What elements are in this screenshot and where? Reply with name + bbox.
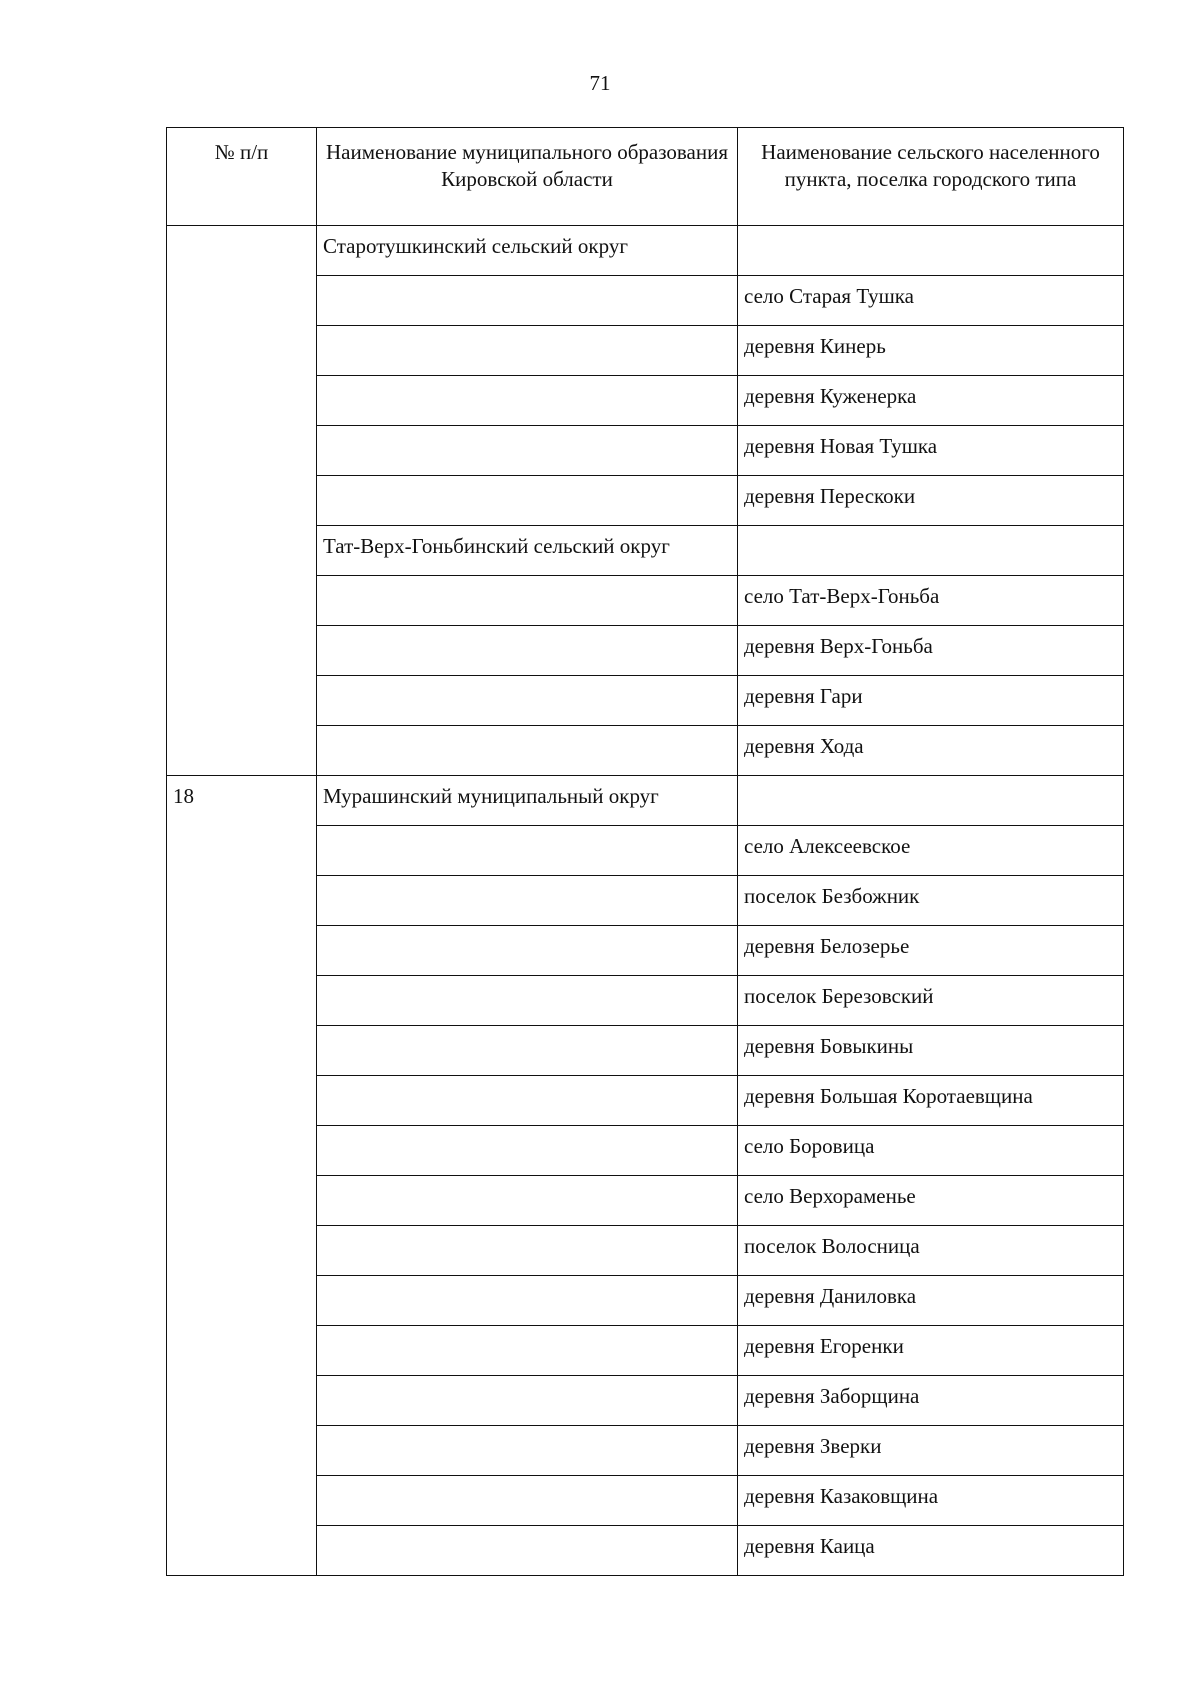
- settlement-cell: деревня Заборщина: [738, 1376, 1124, 1426]
- settlement-cell: село Алексеевское: [738, 826, 1124, 876]
- settlement-cell: деревня Куженерка: [738, 376, 1124, 426]
- settlements-table: [166, 127, 1124, 1576]
- municipality-cell: [317, 826, 738, 876]
- settlement-cell: [738, 526, 1124, 576]
- municipality-cell: [317, 426, 738, 476]
- municipality-cell: [317, 576, 738, 626]
- settlement-cell: деревня Белозерье: [738, 926, 1124, 976]
- settlement-cell: деревня Верх-Гоньба: [738, 626, 1124, 676]
- municipality-cell: [317, 1026, 738, 1076]
- settlement-cell: поселок Березовский: [738, 976, 1124, 1026]
- municipality-cell: [317, 876, 738, 926]
- municipality-cell: [317, 976, 738, 1026]
- settlement-cell: деревня Перескоки: [738, 476, 1124, 526]
- municipality-cell: [317, 326, 738, 376]
- settlement-cell: деревня Казаковщина: [738, 1476, 1124, 1526]
- municipality-cell: [317, 1176, 738, 1226]
- page-number: 71: [589, 71, 611, 95]
- table-body: [167, 226, 1124, 1576]
- municipality-cell: [317, 1226, 738, 1276]
- municipality-cell: Старотушкинский сельский округ: [317, 226, 738, 276]
- municipality-cell: [317, 726, 738, 776]
- settlement-cell: деревня Хода: [738, 726, 1124, 776]
- table-row: [167, 226, 1124, 276]
- row-number-cell: 18: [167, 776, 317, 1576]
- settlement-cell: деревня Егоренки: [738, 1326, 1124, 1376]
- settlement-cell: деревня Кинерь: [738, 326, 1124, 376]
- settlement-cell: село Тат-Верх-Гоньба: [738, 576, 1124, 626]
- settlement-cell: поселок Безбожник: [738, 876, 1124, 926]
- municipality-cell: [317, 676, 738, 726]
- settlement-cell: деревня Новая Тушка: [738, 426, 1124, 476]
- municipality-cell: [317, 1126, 738, 1176]
- table-header-row: [167, 128, 1124, 226]
- municipality-cell: [317, 1526, 738, 1576]
- municipality-cell: [317, 276, 738, 326]
- settlement-cell: [738, 226, 1124, 276]
- municipality-cell: [317, 1476, 738, 1526]
- municipality-cell: Тат-Верх-Гоньбинский сельский округ: [317, 526, 738, 576]
- settlement-cell: деревня Гари: [738, 676, 1124, 726]
- municipality-cell: [317, 476, 738, 526]
- settlement-cell: деревня Каица: [738, 1526, 1124, 1576]
- settlement-cell: поселок Волосница: [738, 1226, 1124, 1276]
- table-row: [167, 776, 1124, 826]
- settlement-cell: деревня Бовыкины: [738, 1026, 1124, 1076]
- municipality-cell: [317, 1376, 738, 1426]
- settlement-cell: село Боровица: [738, 1126, 1124, 1176]
- municipality-cell: Мурашинский муниципальный округ: [317, 776, 738, 826]
- municipality-cell: [317, 926, 738, 976]
- settlement-cell: деревня Зверки: [738, 1426, 1124, 1476]
- municipality-cell: [317, 626, 738, 676]
- header-settlement: Наименование сельского населенного пункта, поселка городского типа: [738, 128, 1124, 226]
- row-number-cell: [167, 226, 317, 776]
- settlement-cell: [738, 776, 1124, 826]
- municipality-cell: [317, 1426, 738, 1476]
- municipality-cell: [317, 1076, 738, 1126]
- settlement-cell: деревня Даниловка: [738, 1276, 1124, 1326]
- municipality-cell: [317, 1276, 738, 1326]
- settlement-cell: деревня Большая Коротаевщина: [738, 1076, 1124, 1126]
- municipality-cell: [317, 1326, 738, 1376]
- header-num: № п/п: [167, 128, 317, 226]
- municipality-cell: [317, 376, 738, 426]
- settlement-cell: село Верхораменье: [738, 1176, 1124, 1226]
- header-municipality: Наименование муниципального образования Кировской области: [317, 128, 738, 226]
- settlement-cell: село Старая Тушка: [738, 276, 1124, 326]
